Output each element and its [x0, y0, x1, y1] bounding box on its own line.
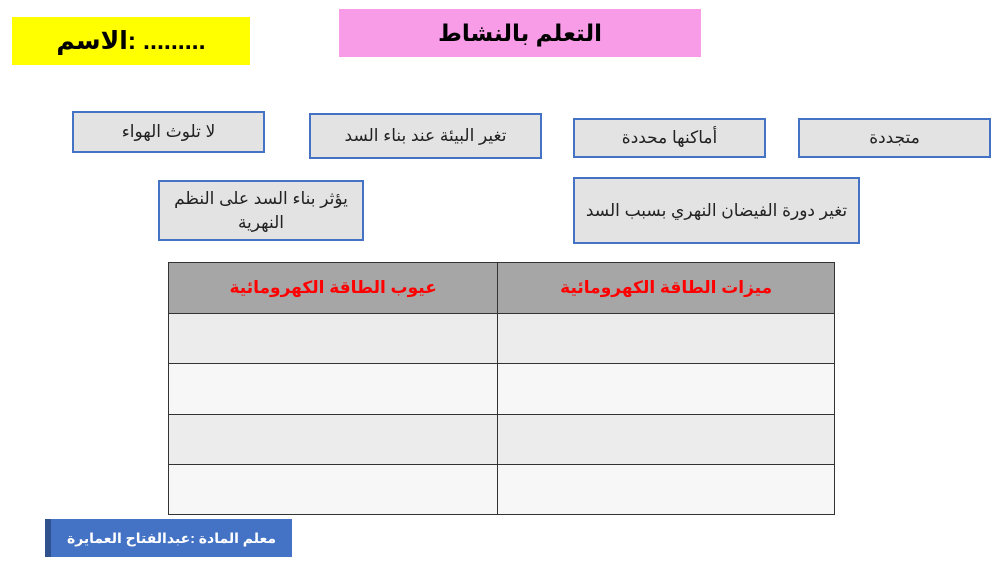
drag-card-river-systems[interactable]: [158, 180, 364, 241]
activity-title-banner: [339, 9, 701, 57]
disadvantages-drop-slot[interactable]: [169, 414, 498, 464]
card-label: متجددة: [869, 128, 920, 147]
page-title: التعلم بالنشاط: [438, 19, 602, 46]
advantages-header: ميزات الطاقة الكهرومائية: [498, 263, 835, 314]
drag-card-flood-cycle[interactable]: [573, 177, 860, 244]
drag-card-environment-change[interactable]: [309, 113, 542, 159]
student-name-field: [12, 17, 250, 65]
disadvantages-drop-slot[interactable]: [169, 364, 498, 414]
drag-card-specific-locations[interactable]: [573, 118, 766, 158]
teacher-credit: [45, 519, 292, 557]
student-name-label: الاسم: .........: [56, 27, 206, 55]
disadvantages-drop-slot[interactable]: [169, 314, 498, 364]
advantages-drop-slot[interactable]: [498, 464, 835, 514]
card-label: تغير دورة الفيضان النهري بسبب السد: [585, 200, 848, 220]
advantages-drop-slot[interactable]: [498, 414, 835, 464]
card-label: يؤثر بناء السد على النظم النهرية: [174, 188, 348, 232]
drag-card-renewable[interactable]: [798, 118, 991, 158]
card-label: لا تلوث الهواء: [121, 122, 216, 141]
sorting-table: [168, 262, 835, 515]
card-label: أماكنها محددة: [621, 128, 718, 147]
advantages-drop-slot[interactable]: [498, 364, 835, 414]
card-label: تغير البيئة عند بناء السد: [344, 126, 507, 145]
disadvantages-drop-slot[interactable]: [169, 464, 498, 514]
advantages-drop-slot[interactable]: [498, 314, 835, 364]
teacher-name: معلم المادة :عبدالفتاح العمايرة: [66, 529, 277, 546]
disadvantages-header: عيوب الطاقة الكهرومائية: [169, 263, 498, 314]
drag-card-no-air-pollution[interactable]: [72, 111, 265, 153]
